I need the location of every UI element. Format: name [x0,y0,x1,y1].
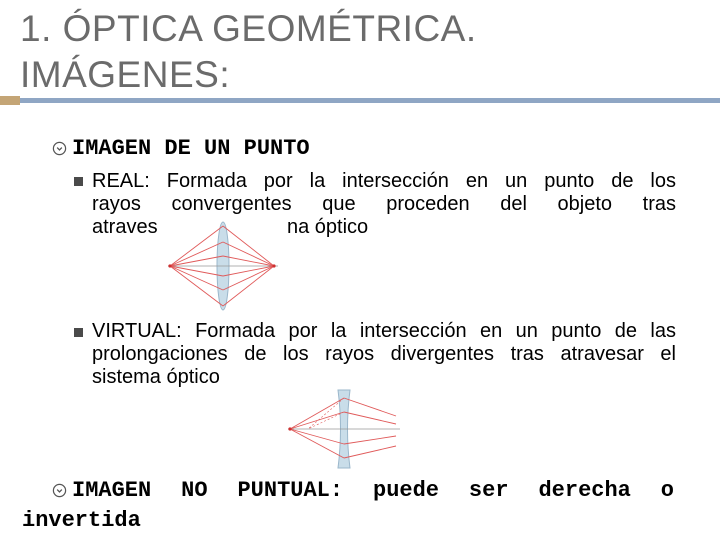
heading-imagen-de-un-punto: IMAGEN DE UN PUNTO [72,136,310,161]
heading-imagen-no-puntual-line2: invertida [22,508,141,533]
square-bullet-icon [74,177,83,186]
subitem-real-label: REAL: [92,170,150,192]
slide-title-line2: IMÁGENES: [20,54,231,95]
bullet-imagen-no-puntual [22,478,674,533]
real-image-lens-diagram [166,220,280,312]
subitem-real-line2: rayos convergentes que proceden del objeto tras [92,193,676,215]
subitem-real-line1: Formada por la intersección en un punto de los [166,170,677,192]
subitem-virtual-label: VIRTUAL: [92,320,182,342]
subitem-virtual-line2: prolongaciones de los rayos divergentes tras atravesar el [92,343,676,365]
subitem-real-line3a: atraves [92,216,158,238]
subitem-virtual [92,320,676,389]
subitem-virtual-line3: sistema óptico [92,366,220,388]
circle-chevron-bullet-icon [52,483,67,498]
virtual-image-lens-diagram [286,388,402,470]
subitem-real-line3b: na óptico [287,216,369,238]
circle-chevron-bullet-icon [52,141,67,156]
title-underline-bar [20,98,720,103]
subitem-virtual-line1: Formada por la intersección en un punto de las [195,320,676,342]
title-accent-corner [0,96,20,105]
bullet-imagen-de-un-punto [52,136,310,161]
heading-imagen-no-puntual-line1: IMAGEN NO PUNTUAL: puede ser derecha o [72,478,674,503]
slide-title [20,6,477,98]
slide-title-line1: 1. ÓPTICA GEOMÉTRICA. [20,8,477,49]
square-bullet-icon [74,328,83,337]
